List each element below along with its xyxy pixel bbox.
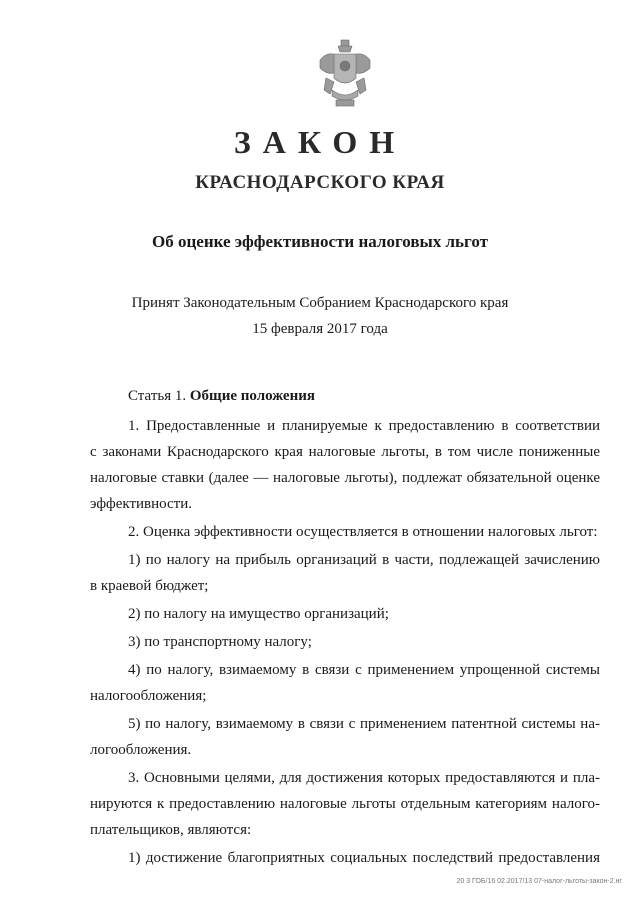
text-line: 2. Оценка эффективности осуществляется в отношении налоговых льгот:	[128, 524, 598, 540]
article-title: Общие положения	[189, 388, 315, 404]
text-line: 3. Основными целями, для достижения которых предоставляются и пла-	[128, 770, 600, 786]
adoption-info	[0, 290, 640, 342]
document-type: ЗАКОН	[233, 124, 407, 160]
document-footer-code: 20 3 ГОБ/16 02.2017/13 07-налог-льготы-закон-2.нг	[456, 878, 622, 885]
text-line: 1. Предоставленные и планируемые к предоставлению в соответствии	[128, 418, 600, 434]
text-line: эффективности.	[90, 496, 193, 512]
text-line: налоговые ставки (далее — налоговые льготы), подлежат обязательной оценке	[90, 470, 600, 486]
text-line: 3) по транспортному налогу;	[128, 634, 312, 650]
text-line: нируются к предоставлению налоговые льготы отдельным категориям налого-	[90, 796, 600, 812]
text-line: 5) по налогу, взимаемому в связи с применением патентной системы на-	[128, 716, 600, 732]
text-line: 1) по налогу на прибыль организаций в части, подлежащей зачислению	[128, 552, 600, 568]
text-line: 4) по налогу, взимаемому в связи с применением упрощенной системы	[128, 662, 600, 678]
text-line: 1) достижение благоприятных социальных последствий предоставления	[128, 850, 600, 866]
text-line: в краевой бюджет;	[90, 578, 209, 594]
adoption-date: 15 февраля 2017 года	[252, 321, 388, 337]
article-heading	[90, 388, 600, 410]
adoption-line: Принят Законодательным Собранием Краснодарского края	[131, 295, 509, 311]
text-line: налогообложения;	[90, 688, 207, 704]
law-title: Об оценке эффективности налоговых льгот	[152, 232, 488, 251]
article-number: Статья 1.	[128, 388, 187, 404]
region-name: КРАСНОДАРСКОГО КРАЯ	[195, 172, 445, 193]
text-line: плательщиков, являются:	[90, 822, 252, 838]
text-line: логообложения.	[90, 742, 192, 758]
text-line: 2) по налогу на имущество организаций;	[128, 606, 389, 622]
text-line: с законами Краснодарского края налоговые льготы, в том числе пониженные	[90, 444, 600, 460]
coat-of-arms-icon	[316, 38, 374, 110]
